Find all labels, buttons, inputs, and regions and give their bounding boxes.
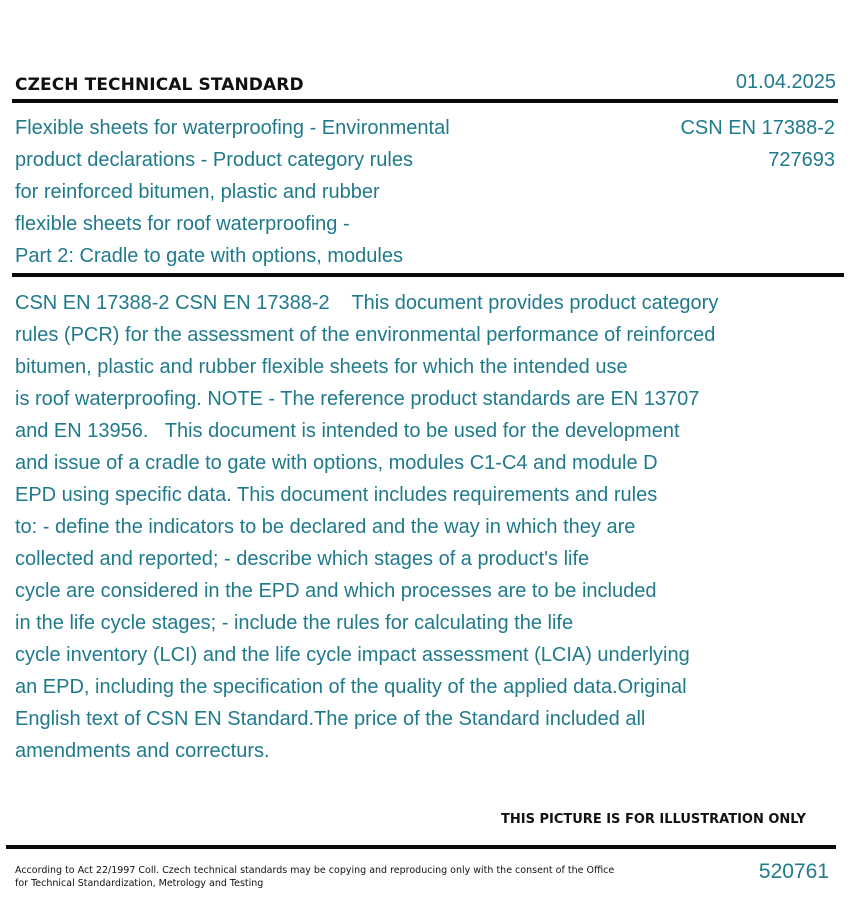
abstract-line: and issue of a cradle to gate with options, modules C1-C4 and module D xyxy=(15,452,658,474)
abstract-line: English text of CSN EN Standard.The price of the Standard included all xyxy=(15,708,646,730)
title-line: for reinforced bitumen, plastic and rubber xyxy=(15,181,380,203)
standard-classification-code: 727693 xyxy=(768,149,835,171)
standard-abstract xyxy=(15,287,835,767)
publication-date: 01.04.2025 xyxy=(735,71,836,93)
standard-title xyxy=(15,112,535,272)
title-line: Flexible sheets for waterproofing - Environmental xyxy=(15,117,450,139)
illustration-disclaimer: THIS PICTURE IS FOR ILLUSTRATION ONLY xyxy=(501,812,806,827)
abstract-line: cycle inventory (LCI) and the life cycle impact assessment (LCIA) underlying xyxy=(15,644,690,666)
abstract-line: cycle are considered in the EPD and which processes are to be included xyxy=(15,580,657,602)
abstract-line: and EN 13956. This document is intended to be used for the development xyxy=(15,420,680,442)
abstract-line: EPD using specific data. This document includes requirements and rules xyxy=(15,484,658,506)
standard-number: CSN EN 17388-2 xyxy=(680,117,835,139)
document-code: 520761 xyxy=(758,860,829,883)
title-line: Part 2: Cradle to gate with options, modules xyxy=(15,245,403,267)
abstract-line: bitumen, plastic and rubber flexible sheets for which the intended use xyxy=(15,356,628,378)
legal-notice-line: for Technical Standardization, Metrology and Testing xyxy=(15,878,264,889)
document-type-heading: CZECH TECHNICAL STANDARD xyxy=(15,75,304,95)
abstract-line: amendments and correcturs. xyxy=(15,740,270,762)
legal-notice-line: According to Act 22/1997 Coll. Czech technical standards may be copying and reproducing only with the consent of the Office xyxy=(15,865,615,876)
title-line: product declarations - Product category rules xyxy=(15,149,413,171)
abstract-line: an EPD, including the specification of the quality of the applied data.Original xyxy=(15,676,687,698)
abstract-line: is roof waterproofing. NOTE - The reference product standards are EN 13707 xyxy=(15,388,700,410)
title-line: flexible sheets for roof waterproofing - xyxy=(15,213,350,235)
header-divider xyxy=(12,99,838,103)
abstract-line: CSN EN 17388-2 CSN EN 17388-2 This document provides product category xyxy=(15,292,719,314)
footer-divider xyxy=(6,845,836,849)
abstract-line: in the life cycle stages; - include the rules for calculating the life xyxy=(15,612,574,634)
abstract-line: rules (PCR) for the assessment of the environmental performance of reinforced xyxy=(15,324,716,346)
legal-notice xyxy=(15,864,615,890)
abstract-line: to: - define the indicators to be declared and the way in which they are xyxy=(15,516,636,538)
title-divider xyxy=(12,273,844,277)
abstract-line: collected and reported; - describe which stages of a product's life xyxy=(15,548,590,570)
